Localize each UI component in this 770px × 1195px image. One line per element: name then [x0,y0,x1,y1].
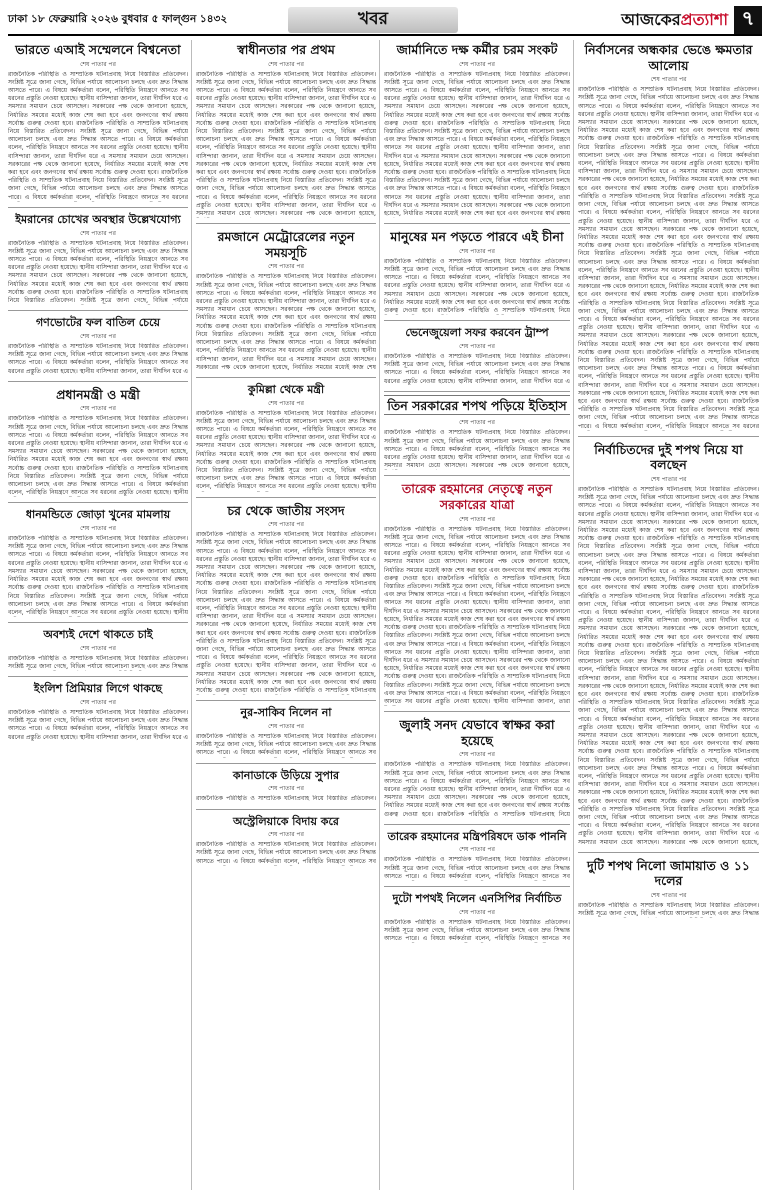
article [384,479,570,706]
divider [196,497,376,498]
article [196,381,376,492]
continued-label: শেষ পাতার পর [268,785,304,793]
article [384,227,570,315]
headline: ইমরানের চোখের অবস্থার উল্লেখযোগ্য [15,212,181,226]
continued-label: শেষ পাতার পর [268,521,304,529]
divider [8,676,188,677]
article-body: রাজনৈতিক পরিস্থিতি ও সাম্প্রতিক ঘটনাপ্রবাহ নিয়ে বিস্তারিত প্রতিবেদন। সংশ্লিষ্ট সূত্রে জানা গেছে, বিভিন্ন পর্যায়ে আলোচনা চলছে এবং দ্রুত সিদ্ধান্ত আসতে পারে। এ বিষয়ে কর্মকর্তারা বলেন, পরিস্থিতি নিয়ন্ত্রণে আনতে সব ধরনের প্রস্তুতি নেওয়া হয়েছে। স্থানীয় বাসিন্দারা জানান, তারা দীর্ঘদিন ধরে এ সমস্যার সমাধান চেয়ে আসছেন। সরকারের পক্ষ থেকে জানানো হয়েছে, নির্ধারিত সময়ের মধ্যেই কাজ শেষ করা হবে এবং জনগণের স্বার্থ রক্ষায় সর্বোচ্চ গুরুত্ব দেওয়া হবে। রাজনৈতিক পরিস্থিতি ও সাম্প্রতিক ঘটনাপ্রবাহ নিয়ে বিস্তারিত প্রতিবেদন। সংশ্লিষ্ট সূত্রে জানা গেছে, বিভিন্ন পর্যায়ে আলোচনা চলছে এবং দ্রুত সিদ্ধান্ত আসতে পারে। এ বিষয়ে কর্মকর্তারা বলেন, পরিস্থিতি নিয়ন্ত্রণে আনতে সব ধরনের প্রস্তুতি নেওয়া হয়েছে। স্থানীয় বাসিন্দারা জানান, তারা দীর্ঘদিন ধরে এ সমস্যার সমাধান চেয়ে আসছেন। সরকারের পক্ষ থেকে জানানো হয়েছে, নির্ধারিত সময়ের মধ্যেই কাজ শেষ করা হবে এবং জনগণের স্বার্থ রক্ষায় সর্বোচ্চ গুরুত্ব দেওয়া হবে। রাজনৈতিক পরিস্থিতি ও সাম্প্রতিক ঘটনাপ্রবাহ নিয়ে বিস্তারিত প্রতিবেদন। সংশ্লিষ্ট সূত্রে জানা গেছে, বিভিন্ন পর্যায়ে আলোচনা চলছে এবং দ্রুত সিদ্ধান্ত আসতে পারে। এ বিষয়ে কর্মকর্তারা বলেন, পরিস্থিতি নিয়ন্ত্রণে আনতে সব ধরনের [8,70,188,201]
article [8,40,188,202]
article [384,40,570,218]
brand-name-part2: প্রত্যাশা [680,9,728,29]
continued-label: শেষ পাতার পর [459,751,495,759]
continued-label: শেষ পাতার পর [459,846,495,854]
continued-label: শেষ পাতার পর [80,644,116,652]
continued-label: শেষ পাতার পর [459,515,495,523]
brand [621,6,762,34]
article-body: রাজনৈতিক পরিস্থিতি ও সাম্প্রতিক ঘটনাপ্রবাহ নিয়ে বিস্তারিত প্রতিবেদন। সংশ্লিষ্ট সূত্রে জানা গেছে, বিভিন্ন পর্যায়ে আলোচনা চলছে এবং দ্রুত সিদ্ধান্ত আসতে পারে। এ বিষয়ে কর্মকর্তারা বলেন, পরিস্থিতি নিয়ন্ত্রণে আনতে সব ধরনের প্রস্তুতি নেওয়া হয়েছে। স্থানীয় বাসিন্দারা জানান, তারা দীর্ঘদিন ধরে এ সমস্যার সমাধান চেয়ে আসছেন। সরকারের পক্ষ থেকে জানানো হয়েছে, নির্ধারিত সময়ের মধ্যেই কাজ শেষ করা হবে এবং জনগণের স্বার্থ রক্ষায় সর্বোচ্চ গুরুত্ব দেওয়া হবে। রাজনৈতিক পরিস্থিতি ও সাম্প্রতিক ঘটনাপ্রবাহ নিয়ে বিস্তারিত প্রতিবেদন। সংশ্লিষ্ট সূত্রে জানা গেছে, বিভিন্ন পর্যায়ে আলোচনা চলছে এবং দ্রুত সিদ্ধান্ত আসতে পারে। এ বিষয়ে কর্মকর্তারা বলেন, পরিস্থিতি নিয়ন্ত্রণে আনতে সব ধরনের প্রস্তুতি নেওয়া হয়েছে। স্থানীয় বাসিন্দারা জানান, তারা দীর্ঘদিন ধরে এ সমস্যার সমাধান চেয়ে আসছেন। সরকারের পক্ষ থেকে জানানো হয়েছে, নির্ধারিত সময়ের মধ্যেই কাজ শেষ করা হবে এবং জনগণের স্বার্থ রক্ষায় সর্বোচ্চ গুরুত্ব দেওয়া হবে। রাজনৈতিক পরিস্থিতি ও সাম্প্রতিক ঘটনাপ্রবাহ নিয়ে বিস্তারিত প্রতিবেদন। সংশ্লিষ্ট সূত্রে জানা গেছে, বিভিন্ন পর্যায়ে আলোচনা চলছে এবং দ্রুত সিদ্ধান্ত আসতে পারে। এ বিষয়ে কর্মকর্তারা বলেন, পরিস্থিতি নিয়ন্ত্রণে আনতে সব ধরনের প্রস্তুতি নেওয়া হয়েছে। স্থানীয় বাসিন্দারা জানান, তারা দীর্ঘদিন ধরে এ সমস্যার সমাধান চেয়ে আসছেন। সরকারের পক্ষ থেকে জানানো হয়েছে, নির্ধারিত সময়ের মধ্যেই কাজ শেষ করা হবে এবং জনগণের স্বার্থ রক্ষায় সর্বোচ্চ গুরুত্ব দেওয়া হবে। রাজনৈতিক পরিস্থিতি ও সাম্প্রতিক ঘটনাপ্রবাহ নিয়ে বিস্তারিত প্রতিবেদন। সংশ্লিষ্ট সূত্রে জানা গেছে, বিভিন্ন পর্যায়ে আলোচনা চলছে এবং দ্রুত সিদ্ধান্ত আসতে পারে। এ বিষয়ে কর্মকর্তারা বলেন, পরিস্থিতি নিয়ন্ত্রণে আনতে সব ধরনের প্রস্তুতি নেওয়া হয়েছে। স্থানীয় বাসিন্দারা জানান, তারা দীর্ঘদিন ধরে এ সমস্যার সমাধান চেয়ে আসছেন। সরকারের পক্ষ থেকে জানানো হয়েছে, নির্ধারিত সময়ের মধ্যেই কাজ শেষ করা হবে এবং জনগণের স্বার্থ রক্ষায় সর্বোচ্চ গুরুত্ব দেওয়া হবে। রাজনৈতিক পরিস্থিতি ও সাম্প্রতিক ঘটনাপ্রবাহ নিয়ে বিস্তারিত প্রতিবেদন। সংশ্লিষ্ট সূত্রে জানা গেছে, বিভিন্ন পর্যায়ে আলোচনা চলছে এবং দ্রুত সিদ্ধান্ত আসতে পারে। এ বিষয়ে কর্মকর্তারা বলেন, পরিস্থিতি নিয়ন্ত্রণে আনতে সব ধরনের প্রস্তুতি নেওয়া হয়েছে। স্থানীয় বাসিন্দারা জানান, তারা দীর্ঘদিন ধরে এ সমস্যার সমাধান চেয়ে আসছেন। সরকারের পক্ষ থেকে জানানো হয়েছে, নির্ধারিত সময়ের মধ্যেই কাজ শেষ করা হবে এবং জনগণের স্বার্থ রক্ষায় সর্বোচ্চ গুরুত্ব দেওয়া হবে। রাজনৈতিক পরিস্থিতি ও সাম্প্রতিক ঘটনাপ্রবাহ নিয়ে বিস্তারিত প্রতিবেদন। সংশ্লিষ্ট সূত্রে জানা গেছে, বিভিন্ন পর্যায়ে আলোচনা চলছে এবং দ্রুত সিদ্ধান্ত আসতে পারে। এ বিষয়ে কর্মকর্তারা বলেন, পরিস্থিতি নিয়ন্ত্রণে আনতে সব ধরনের প্রস্তুতি নেওয়া হয়েছে। স্থানীয় বাসিন্দারা জানান, তারা দীর্ঘদিন ধরে এ সমস্যার সমাধান চেয়ে আসছেন। সরকারের পক্ষ থেকে জানানো হয়েছে, নির্ধারিত সময়ের মধ্যেই কাজ শেষ করা হবে এবং জনগণের স্বার্থ রক্ষায় সর্বোচ্চ গুরুত্ব দেওয়া হবে। রাজনৈতিক পরিস্থিতি ও সাম্প্রতিক ঘটনাপ্রবাহ নিয়ে বিস্তারিত প্রতিবেদন। সংশ্লিষ্ট সূত্রে জানা গেছে, বিভিন্ন পর্যায়ে আলোচনা চলছে এবং দ্রুত সিদ্ধান্ত আসতে পারে। এ বিষয়ে কর্মকর্তারা বলেন, পরিস্থিতি নিয়ন্ত্রণে আনতে সব ধরনের [578,86,759,430]
continued-label: শেষ পাতার পর [459,60,495,68]
article-body: রাজনৈতিক পরিস্থিতি ও সাম্প্রতিক ঘটনাপ্রবাহ নিয়ে বিস্তারিত প্রতিবেদন। সংশ্লিষ্ট সূত্রে জানা গেছে, বিভিন্ন পর্যায়ে আলোচনা চলছে এবং দ্রুত সিদ্ধান্ত আসতে পারে। এ বিষয়ে কর্মকর্তারা বলেন, পরিস্থিতি নিয়ন্ত্রণে আনতে সব ধরনের প্রস্তুতি নেওয়া হয়েছে। স্থানীয় বাসিন্দারা জানান, তারা দীর্ঘদিন ধরে এ সমস্যার সমাধান চেয়ে আসছেন। সরকারের পক্ষ থেকে জানানো হয়েছে, নির্ধারিত সময়ের মধ্যেই কাজ শেষ করা হবে এবং জনগণের স্বার্থ রক্ষায় সর্বোচ্চ গুরুত্ব দেওয়া হবে। রাজনৈতিক পরিস্থিতি ও সাম্প্রতিক ঘটনাপ্রবাহ নিয়ে বিস্তারিত প্রতিবেদন। সংশ্লিষ্ট সূত্রে জানা গেছে, বিভিন্ন পর্যায়ে আলোচনা চলছে এবং দ্রুত সিদ্ধান্ত আসতে পারে। এ বিষয়ে কর্মকর্তারা বলেন, পরিস্থিতি নিয়ন্ত্রণে আনতে সব ধরনের প্রস্তুতি নেওয়া হয়েছে। স্থানীয় [8,415,188,497]
headline: নুর-সাকিব নিলেন না [240,706,332,720]
headline: অস্ট্রেলিয়াকে বিদায় করে [233,814,339,828]
continued-label: শেষ পাতার পর [459,247,495,255]
headline: চর থেকে জাতীয় সংসদ [227,502,345,518]
headline: মানুষের মন পড়তে পারবে এই চীনা [390,229,564,245]
continued-label: শেষ পাতার পর [650,76,687,84]
columns [8,40,762,1190]
headline: রমজানে মেট্রোরেলের নতুন সময়সূচি [217,229,355,260]
headline: নির্বাচিতদের দুই শপথ নিয়ে যা বলছেন [594,441,743,473]
article-body: রাজনৈতিক পরিস্থিতি ও সাম্প্রতিক ঘটনাপ্রবাহ নিয়ে বিস্তারিত প্রতিবেদন। সংশ্লিষ্ট সূত্রে জানা গেছে, বিভিন্ন পর্যায়ে আলোচনা চলছে এবং দ্রুত সিদ্ধান্ত আসতে পারে। এ বিষয়ে কর্মকর্তারা বলেন, পরিস্থিতি নিয়ন্ত্রণে আনতে সব ধরনের প্রস্তুতি নেওয়া হয়েছে। স্থানীয় বাসিন্দারা জানান, তারা দীর্ঘদিন ধরে এ সমস্যার সমাধান চেয়ে আসছেন। সরকারের পক্ষ থেকে জানানো হয়েছে, নির্ধারিত সময়ের মধ্যেই কাজ শেষ করা হবে এবং জনগণের স্বার্থ রক্ষায় সর্বোচ্চ গুরুত্ব দেওয়া হবে। রাজনৈতিক পরিস্থিতি ও সাম্প্রতিক ঘটনাপ্রবাহ নিয়ে বিস্তারিত প্রতিবেদন। সংশ্লিষ্ট সূত্রে জানা গেছে, বিভিন্ন পর্যায়ে আলোচনা চলছে এবং দ্রুত সিদ্ধান্ত আসতে পারে। এ বিষয়ে কর্মকর্তারা বলেন, পরিস্থিতি নিয়ন্ত্রণে আনতে সব ধরনের প্রস্তুতি নেওয়া হয়েছে। স্থানীয় বাসিন্দারা জানান, তারা দীর্ঘদিন ধরে এ সমস্যার সমাধান চেয়ে আসছেন। সরকারের পক্ষ থেকে জানানো হয়েছে, নির্ধারিত সময়ের মধ্যেই কাজ শেষ [196,273,376,371]
brand-name-part1: আজকের [621,9,681,29]
divider [196,223,376,224]
divider [8,622,188,623]
article [196,227,376,372]
article-body: রাজনৈতিক পরিস্থিতি ও সাম্প্রতিক ঘটনাপ্রবাহ নিয়ে বিস্তারিত প্রতিবেদন। সংশ্লিষ্ট সূত্রে জানা গেছে, বিভিন্ন পর্যায়ে আলোচনা চলছে এবং দ্রুত সিদ্ধান্ত আসতে পারে। এ বিষয়ে কর্মকর্তারা বলেন, পরিস্থিতি নিয়ন্ত্রণে আনতে সব ধরনের প্রস্তুতি নেওয়া হয়েছে। স্থানীয় বাসিন্দারা জানান, তারা দীর্ঘদিন ধরে এ [384,352,570,385]
article-body: রাজনৈতিক পরিস্থিতি ও সাম্প্রতিক ঘটনাপ্রবাহ নিয়ে বিস্তারিত প্রতিবেদন। সংশ্লিষ্ট সূত্রে জানা গেছে, বিভিন্ন পর্যায়ে আলোচনা চলছে এবং দ্রুত সিদ্ধান্ত আসতে পারে। এ বিষয়ে কর্মকর্তারা বলেন, পরিস্থিতি নিয়ন্ত্রণে আনতে সব ধরনের প্রস্তুতি নেওয়া হয়েছে। স্থানীয় বাসিন্দারা জানান, তারা দীর্ঘদিন ধরে এ সমস্যার সমাধান চেয়ে আসছেন। সরকারের পক্ষ থেকে জানানো হয়েছে, নির্ধারিত সময়ের মধ্যেই কাজ শেষ করা হবে এবং জনগণের স্বার্থ রক্ষায় সর্বোচ্চ গুরুত্ব দেওয়া হবে। রাজনৈতিক পরিস্থিতি ও সাম্প্রতিক ঘটনাপ্রবাহ নিয়ে বিস্তারিত প্রতিবেদন। সংশ্লিষ্ট সূত্রে জানা গেছে, বিভিন্ন পর্যায়ে আলোচনা চলছে এবং দ্রুত সিদ্ধান্ত আসতে পারে। এ বিষয়ে কর্মকর্তারা বলেন, পরিস্থিতি নিয়ন্ত্রণে আনতে সব ধরনের প্রস্তুতি নেওয়া হয়েছে। স্থানীয় বাসিন্দারা জানান, তারা দীর্ঘদিন ধরে এ সমস্যার সমাধান চেয়ে আসছেন। সরকারের পক্ষ থেকে জানানো হয়েছে, নির্ধারিত সময়ের মধ্যেই কাজ শেষ করা হবে এবং জনগণের স্বার্থ রক্ষায় সর্বোচ্চ গুরুত্ব দেওয়া হবে। রাজনৈতিক পরিস্থিতি ও সাম্প্রতিক ঘটনাপ্রবাহ নিয়ে বিস্তারিত প্রতিবেদন। সংশ্লিষ্ট সূত্রে জানা গেছে, বিভিন্ন পর্যায়ে আলোচনা চলছে এবং দ্রুত সিদ্ধান্ত আসতে পারে। এ বিষয়ে কর্মকর্তারা বলেন, পরিস্থিতি নিয়ন্ত্রণে আনতে সব ধরনের প্রস্তুতি নেওয়া হয়েছে। স্থানীয় বাসিন্দারা জানান, তারা দীর্ঘদিন ধরে এ সমস্যার সমাধান চেয়ে আসছেন। সরকারের পক্ষ থেকে জানানো হয়েছে, নির্ধারিত সময়ের মধ্যেই কাজ শেষ করা হবে এবং জনগণের স্বার্থ রক্ষায় সর্বোচ্চ গুরুত্ব দেওয়া হবে। রাজনৈতিক পরিস্থিতি ও সাম্প্রতিক ঘটনাপ্রবাহ নিয়ে বিস্তারিত প্রতিবেদন। সংশ্লিষ্ট সূত্রে জানা গেছে, বিভিন্ন পর্যায়ে আলোচনা চলছে এবং দ্রুত সিদ্ধান্ত আসতে পারে। এ বিষয়ে কর্মকর্তারা বলেন, পরিস্থিতি নিয়ন্ত্রণে আনতে সব ধরনের প্রস্তুতি নেওয়া হয়েছে। স্থানীয় বাসিন্দারা জানান, তারা দীর্ঘদিন ধরে এ সমস্যার সমাধান চেয়ে আসছেন। সরকারের পক্ষ থেকে জানানো হয়েছে, নির্ধারিত সময়ের মধ্যেই কাজ শেষ করা হবে এবং জনগণের স্বার্থ রক্ষায় সর্বোচ্চ গুরুত্ব দেওয়া হবে। রাজনৈতিক পরিস্থিতি ও সাম্প্রতিক ঘটনাপ্রবাহ নিয়ে বিস্তারিত প্রতিবেদন। সংশ্লিষ্ট সূত্রে জানা গেছে, বিভিন্ন পর্যায়ে আলোচনা চলছে এবং দ্রুত সিদ্ধান্ত আসতে পারে। এ বিষয়ে কর্মকর্তারা বলেন, পরিস্থিতি নিয়ন্ত্রণে আনতে সব ধরনের প্রস্তুতি নেওয়া হয়েছে। স্থানীয় বাসিন্দারা জানান, তারা দীর্ঘদিন ধরে এ সমস্যার সমাধান চেয়ে আসছেন। সরকারের পক্ষ থেকে জানানো হয়েছে, নির্ধারিত সময়ের মধ্যেই কাজ শেষ করা হবে এবং জনগণের স্বার্থ রক্ষায় সর্বোচ্চ গুরুত্ব দেওয়া হবে। রাজনৈতিক পরিস্থিতি ও সাম্প্রতিক ঘটনাপ্রবাহ নিয়ে বিস্তারিত প্রতিবেদন। সংশ্লিষ্ট সূত্রে জানা গেছে, বিভিন্ন পর্যায়ে আলোচনা চলছে এবং দ্রুত সিদ্ধান্ত আসতে পারে। এ বিষয়ে কর্মকর্তারা বলেন, পরিস্থিতি নিয়ন্ত্রণে আনতে সব ধরনের প্রস্তুতি নেওয়া হয়েছে। স্থানীয় বাসিন্দারা জানান, তারা দীর্ঘদিন ধরে এ সমস্যার সমাধান চেয়ে আসছেন। সরকারের পক্ষ থেকে জানানো হয়েছে, নির্ধারিত সময়ের মধ্যেই কাজ শেষ করা হবে এবং জনগণের স্বার্থ রক্ষায় সর্বোচ্চ গুরুত্ব দেওয়া হবে। রাজনৈতিক পরিস্থিতি ও সাম্প্রতিক ঘটনাপ্রবাহ নিয়ে বিস্তারিত প্রতিবেদন। সংশ্লিষ্ট সূত্রে জানা গেছে, বিভিন্ন পর্যায়ে আলোচনা চলছে এবং দ্রুত সিদ্ধান্ত আসতে পারে। এ বিষয়ে কর্মকর্তারা বলেন, পরিস্থিতি নিয়ন্ত্রণে আনতে সব ধরনের প্রস্তুতি নেওয়া হয়েছে। স্থানীয় বাসিন্দারা জানান, তারা দীর্ঘদিন ধরে এ সমস্যার সমাধান চেয়ে আসছেন। সরকারের পক্ষ থেকে জানানো হয়েছে, [578,485,759,846]
article [196,704,376,757]
divider [384,223,570,224]
article-body: রাজনৈতিক পরিস্থিতি ও সাম্প্রতিক ঘটনাপ্রবাহ নিয়ে বিস্তারিত প্রতিবেদন। সংশ্লিষ্ট সূত্রে জানা গেছে, বিভিন্ন পর্যায়ে আলোচনা চলছে এবং দ্রুত সিদ্ধান্ত আসতে পারে। এ বিষয়ে কর্মকর্তারা বলেন, পরিস্থিতি নিয়ন্ত্রণে আনতে সব ধরনের প্রস্তুতি নেওয়া হয়েছে। স্থানীয় বাসিন্দারা জানান, তারা দীর্ঘদিন ধরে এ সমস্যার সমাধান চেয়ে আসছেন। সরকারের পক্ষ থেকে জানানো হয়েছে, নির্ধারিত সময়ের মধ্যেই কাজ শেষ করা হবে এবং জনগণের স্বার্থ রক্ষায় সর্বোচ্চ গুরুত্ব দেওয়া হবে। রাজনৈতিক পরিস্থিতি ও সাম্প্রতিক ঘটনাপ্রবাহ নিয়ে বিস্তারিত প্রতিবেদন। সংশ্লিষ্ট সূত্রে জানা গেছে, বিভিন্ন পর্যায়ে আলোচনা চলছে এবং দ্রুত সিদ্ধান্ত আসতে পারে। এ বিষয়ে কর্মকর্তারা বলেন, পরিস্থিতি নিয়ন্ত্রণে আনতে সব ধরনের প্রস্তুতি নেওয়া হয়েছে। স্থানীয় বাসিন্দারা জানান, তারা দীর্ঘদিন ধরে এ সমস্যার সমাধান চেয়ে আসছেন। সরকারের পক্ষ থেকে জানানো হয়েছে, নির্ধারিত সময়ের মধ্যেই কাজ শেষ করা হবে এবং জনগণের স্বার্থ রক্ষায় সর্বোচ্চ গুরুত্ব দেওয়া হবে। রাজনৈতিক পরিস্থিতি ও সাম্প্রতিক ঘটনাপ্রবাহ নিয়ে বিস্তারিত প্রতিবেদন। সংশ্লিষ্ট সূত্রে জানা গেছে, বিভিন্ন পর্যায়ে আলোচনা চলছে এবং দ্রুত সিদ্ধান্ত আসতে পারে। এ বিষয়ে কর্মকর্তারা বলেন, পরিস্থিতি নিয়ন্ত্রণে আনতে সব ধরনের প্রস্তুতি নেওয়া হয়েছে। স্থানীয় বাসিন্দারা জানান, তারা দীর্ঘদিন ধরে এ সমস্যার সমাধান চেয়ে আসছেন। সরকারের পক্ষ থেকে জানানো হয়েছে, নির্ধারিত সময়ের মধ্যেই কাজ শেষ করা হবে এবং জনগণের স্বার্থ রক্ষায় [384,70,570,218]
divider [8,381,188,382]
article [8,680,188,742]
headline: ধানমন্ডিতে জোড়া খুনের মামলায় [25,508,171,522]
continued-label: শেষ পাতার পর [80,229,116,237]
article [196,501,376,696]
article [578,440,759,847]
headline: তিন সরকারের শপথ পড়িয়ে ইতিহাস [384,395,570,416]
masthead [8,6,762,36]
continued-label: শেষ পাতার পর [268,263,304,271]
continued-label: শেষ পাতার পর [459,419,495,427]
continued-label: শেষ পাতার পর [650,891,687,899]
brand-logo [621,7,728,34]
article-body: রাজনৈতিক পরিস্থিতি ও সাম্প্রতিক ঘটনাপ্রবাহ নিয়ে বিস্তারিত প্রতিবেদন। সংশ্লিষ্ট সূত্রে জানা গেছে, বিভিন্ন পর্যায়ে আলোচনা চলছে এবং দ্রুত সিদ্ধান্ত [578,901,759,918]
divider [578,436,759,437]
article-body: রাজনৈতিক পরিস্থিতি ও সাম্প্রতিক ঘটনাপ্রবাহ নিয়ে বিস্তারিত প্রতিবেদন। সংশ্লিষ্ট সূত্রে জানা গেছে, বিভিন্ন পর্যায়ে আলোচনা চলছে এবং দ্রুত সিদ্ধান্ত আসতে পারে। এ বিষয়ে কর্মকর্তারা বলেন, পরিস্থিতি নিয়ন্ত্রণে আনতে সব ধরনের প্রস্তুতি নেওয়া হয়েছে। স্থানীয় বাসিন্দারা জানান, তারা দীর্ঘদিন ধরে এ সমস্যার সমাধান চেয়ে আসছেন। সরকারের পক্ষ থেকে জানানো হয়েছে, নির্ধারিত সময়ের মধ্যেই কাজ শেষ করা হবে এবং জনগণের স্বার্থ রক্ষায় সর্বোচ্চ গুরুত্ব দেওয়া হবে। রাজনৈতিক পরিস্থিতি ও সাম্প্রতিক ঘটনাপ্রবাহ নিয়ে বিস্তারিত প্রতিবেদন। সংশ্লিষ্ট সূত্রে জানা গেছে, বিভিন্ন পর্যায়ে [8,239,188,304]
headline: জার্মানিতে দক্ষ কর্মীর চরম সংকট [396,42,558,57]
article [384,890,570,943]
article-body: রাজনৈতিক পরিস্থিতি ও সাম্প্রতিক ঘটনাপ্রবাহ নিয়ে বিস্তারিত প্রতিবেদন। সংশ্লিষ্ট সূত্রে জানা গেছে, বিভিন্ন পর্যায়ে আলোচনা চলছে এবং দ্রুত সিদ্ধান্ত [8,654,188,671]
continued-label: শেষ পাতার পর [268,722,304,730]
article-body: রাজনৈতিক পরিস্থিতি ও সাম্প্রতিক ঘটনাপ্রবাহ নিয়ে বিস্তারিত প্রতিবেদন। সংশ্লিষ্ট সূত্রে জানা গেছে, বিভিন্ন পর্যায়ে আলোচনা চলছে এবং দ্রুত সিদ্ধান্ত আসতে পারে। এ বিষয়ে কর্মকর্তারা বলেন, পরিস্থিতি নিয়ন্ত্রণে আনতে সব [384,856,570,880]
headline: গণভোটের ফল বাতিল চেয়ে [35,316,161,330]
article [8,211,188,305]
article-body: রাজনৈতিক পরিস্থিতি ও সাম্প্রতিক ঘটনাপ্রবাহ নিয়ে বিস্তারিত প্রতিবেদন। সংশ্লিষ্ট সূত্রে জানা গেছে, বিভিন্ন পর্যায়ে আলোচনা চলছে এবং দ্রুত সিদ্ধান্ত আসতে পারে। এ বিষয়ে কর্মকর্তারা বলেন, পরিস্থিতি নিয়ন্ত্রণে আনতে সব ধরনের প্রস্তুতি নেওয়া হয়েছে। স্থানীয় বাসিন্দারা জানান, তারা দীর্ঘদিন ধরে এ সমস্যার সমাধান চেয়ে আসছেন। সরকারের পক্ষ থেকে জানানো হয়েছে, নির্ধারিত সময়ের মধ্যেই কাজ শেষ করা হবে এবং জনগণের স্বার্থ রক্ষায় সর্বোচ্চ গুরুত্ব দেওয়া হবে। রাজনৈতিক পরিস্থিতি ও সাম্প্রতিক ঘটনাপ্রবাহ নিয়ে বিস্তারিত প্রতিবেদন। সংশ্লিষ্ট সূত্রে জানা গেছে, বিভিন্ন পর্যায়ে আলোচনা চলছে এবং দ্রুত সিদ্ধান্ত আসতে পারে। এ বিষয়ে কর্মকর্তারা বলেন, পরিস্থিতি নিয়ন্ত্রণে আনতে সব ধরনের প্রস্তুতি নেওয়া হয়েছে। স্থানীয় [8,535,188,616]
headline: ভারতে এআই সম্মেলনে বিশ্বনেতা [15,42,181,57]
article-body: রাজনৈতিক পরিস্থিতি ও সাম্প্রতিক ঘটনাপ্রবাহ নিয়ে বিস্তারিত প্রতিবেদন। সংশ্লিষ্ট সূত্রে জানা গেছে, বিভিন্ন পর্যায়ে আলোচনা চলছে এবং দ্রুত সিদ্ধান্ত আসতে পারে। এ বিষয়ে কর্মকর্তারা বলেন, পরিস্থিতি নিয়ন্ত্রণে আনতে সব [196,732,376,757]
headline: ভেনেজুয়েলা সফর করবেন ট্রাম্প [405,326,549,340]
article [196,767,376,804]
headline: জুলাই সনদ যেভাবে স্বাক্ষর করা হয়েছে [399,717,555,748]
article [384,828,570,881]
article [384,715,570,819]
article [384,395,570,471]
divider [8,310,188,311]
column-1 [8,40,192,1190]
article [578,856,759,919]
headline: প্রধানমন্ত্রী ও মন্ত্রী [56,386,140,402]
article [578,40,759,431]
headline: তারেক রহমানের নেতৃত্বে নতুন সরকারের যাত্রা [401,481,553,513]
headline: নির্বাসনের অন্ধকার ভেঙে ক্ষমতার আলোয় [584,42,753,73]
divider [196,809,376,810]
article-body: রাজনৈতিক পরিস্থিতি ও সাম্প্রতিক ঘটনাপ্রবাহ নিয়ে বিস্তারিত প্রতিবেদন। সংশ্লিষ্ট সূত্রে জানা গেছে, বিভিন্ন পর্যায়ে আলোচনা চলছে এবং দ্রুত সিদ্ধান্ত আসতে পারে। এ বিষয়ে কর্মকর্তারা বলেন, পরিস্থিতি নিয়ন্ত্রণে আনতে সব ধরনের প্রস্তুতি নেওয়া হয়েছে। স্থানীয় বাসিন্দারা জানান, তারা দীর্ঘদিন ধরে এ সমস্যার সমাধান চেয়ে আসছেন। সরকারের পক্ষ থেকে জানানো হয়েছে, নির্ধারিত সময়ের মধ্যেই কাজ শেষ করা হবে এবং জনগণের স্বার্থ রক্ষায় সর্বোচ্চ গুরুত্ব দেওয়া হবে। রাজনৈতিক পরিস্থিতি ও সাম্প্রতিক ঘটনাপ্রবাহ নিয়ে বিস্তারিত প্রতিবেদন। সংশ্লিষ্ট সূত্রে জানা গেছে, বিভিন্ন পর্যায়ে আলোচনা চলছে এবং দ্রুত সিদ্ধান্ত আসতে পারে। এ বিষয়ে কর্মকর্তারা বলেন, পরিস্থিতি নিয়ন্ত্রণে আনতে সব ধরনের প্রস্তুতি নেওয়া হয়েছে। স্থানীয় বাসিন্দারা জানান, তারা দীর্ঘদিন ধরে এ সমস্যার সমাধান চেয়ে আসছেন। সরকারের পক্ষ থেকে জানানো হয়েছে, নির্ধারিত সময়ের মধ্যেই কাজ শেষ করা হবে এবং জনগণের স্বার্থ রক্ষায় সর্বোচ্চ গুরুত্ব দেওয়া হবে। রাজনৈতিক পরিস্থিতি ও সাম্প্রতিক ঘটনাপ্রবাহ নিয়ে বিস্তারিত প্রতিবেদন। সংশ্লিষ্ট সূত্রে জানা গেছে, বিভিন্ন পর্যায়ে আলোচনা চলছে এবং দ্রুত সিদ্ধান্ত আসতে পারে। এ বিষয়ে কর্মকর্তারা বলেন, পরিস্থিতি নিয়ন্ত্রণে আনতে সব ধরনের প্রস্তুতি নেওয়া হয়েছে। স্থানীয় বাসিন্দারা জানান, তারা দীর্ঘদিন ধরে এ সমস্যার সমাধান চেয়ে আসছেন। সরকারের পক্ষ থেকে জানানো হয়েছে, নির্ধারিত সময়ের মধ্যেই কাজ শেষ করা হবে এবং জনগণের স্বার্থ রক্ষায় সর্বোচ্চ গুরুত্ব দেওয়া হবে। রাজনৈতিক পরিস্থিতি ও সাম্প্রতিক ঘটনাপ্রবাহ [196,531,376,695]
continued-label: শেষ পাতার পর [459,342,495,350]
divider [384,320,570,321]
section-title: খবর [288,7,458,33]
headline: তারেক রহমানের মন্ত্রিপরিষদে ডাক পাননি [387,829,567,843]
divider [384,824,570,825]
continued-label: শেষ পাতার পর [80,405,116,413]
divider [384,475,570,476]
article-body: রাজনৈতিক পরিস্থিতি ও সাম্প্রতিক ঘটনাপ্রবাহ নিয়ে বিস্তারিত প্রতিবেদন। সংশ্লিষ্ট সূত্রে জানা গেছে, বিভিন্ন পর্যায়ে আলোচনা চলছে এবং দ্রুত সিদ্ধান্ত আসতে পারে। এ বিষয়ে কর্মকর্তারা বলেন, পরিস্থিতি নিয়ন্ত্রণে আনতে সব ধরনের প্রস্তুতি নেওয়া হয়েছে। স্থানীয় বাসিন্দারা জানান, তারা দীর্ঘদিন ধরে এ সমস্যার সমাধান চেয়ে আসছেন। সরকারের পক্ষ থেকে জানানো হয়েছে, নির্ধারিত সময়ের মধ্যেই কাজ শেষ করা হবে এবং জনগণের স্বার্থ রক্ষায় সর্বোচ্চ গুরুত্ব দেওয়া হবে। রাজনৈতিক পরিস্থিতি ও সাম্প্রতিক ঘটনাপ্রবাহ নিয়ে [384,257,570,315]
continued-label: শেষ পাতার পর [80,525,116,533]
article-body: রাজনৈতিক পরিস্থিতি ও সাম্প্রতিক ঘটনাপ্রবাহ নিয়ে বিস্তারিত প্রতিবেদন। সংশ্লিষ্ট সূত্রে জানা গেছে, বিভিন্ন পর্যায়ে আলোচনা চলছে এবং দ্রুত সিদ্ধান্ত আসতে পারে। এ বিষয়ে কর্মকর্তারা বলেন, পরিস্থিতি নিয়ন্ত্রণে আনতে সব ধরনের প্রস্তুতি নেওয়া হয়েছে। স্থানীয় বাসিন্দারা জানান, তারা দীর্ঘদিন ধরে এ সমস্যার সমাধান চেয়ে আসছেন। সরকারের পক্ষ থেকে জানানো হয়েছে, [384,429,570,470]
headline: কুমিল্লা থেকে মন্ত্রী [247,382,325,396]
divider [196,763,376,764]
continued-label: শেষ পাতার পর [80,332,116,340]
article-body: রাজনৈতিক পরিস্থিতি ও সাম্প্রতিক ঘটনাপ্রবাহ নিয়ে বিস্তারিত প্রতিবেদন। সংশ্লিষ্ট সূত্রে জানা গেছে, বিভিন্ন পর্যায়ে আলোচনা চলছে এবং দ্রুত সিদ্ধান্ত আসতে পারে। এ বিষয়ে কর্মকর্তারা বলেন, পরিস্থিতি নিয়ন্ত্রণে আনতে সব [384,918,570,943]
article [196,40,376,218]
article-body: রাজনৈতিক পরিস্থিতি ও সাম্প্রতিক ঘটনাপ্রবাহ নিয়ে বিস্তারিত প্রতিবেদন। সংশ্লিষ্ট সূত্রে জানা গেছে, বিভিন্ন পর্যায়ে আলোচনা চলছে এবং দ্রুত সিদ্ধান্ত আসতে পারে। এ বিষয়ে কর্মকর্তারা বলেন, পরিস্থিতি নিয়ন্ত্রণে আনতে সব ধরনের প্রস্তুতি নেওয়া হয়েছে। স্থানীয় বাসিন্দারা জানান, তারা দীর্ঘদিন ধরে এ [8,708,188,741]
headline: দুটি শপথ নিলো জামায়াত ও ১১ দলের [587,857,750,889]
article-body: রাজনৈতিক পরিস্থিতি ও সাম্প্রতিক ঘটনাপ্রবাহ নিয়ে বিস্তারিত প্রতিবেদন। সংশ্লিষ্ট সূত্রে জানা গেছে, বিভিন্ন পর্যায়ে আলোচনা চলছে এবং দ্রুত সিদ্ধান্ত আসতে পারে। এ বিষয়ে কর্মকর্তারা বলেন, পরিস্থিতি নিয়ন্ত্রণে আনতে সব [196,841,376,865]
continued-label: শেষ পাতার পর [268,60,304,68]
continued-label: শেষ পাতার পর [80,698,116,706]
article [196,813,376,866]
column-2 [196,40,380,1190]
divider [578,852,759,853]
article-body: রাজনৈতিক পরিস্থিতি ও সাম্প্রতিক ঘটনাপ্রবাহ নিয়ে বিস্তারিত প্রতিবেদন। [196,795,376,803]
headline: ইংলিশ প্রিমিয়ার লিগে থাকছে [33,682,163,696]
article [384,324,570,386]
date-line: ঢাকা ১৮ ফেব্রুয়ারি ২০২৬ বুধবার ৫ ফাল্গুন ১৪৩২ [8,12,228,25]
divider [8,502,188,503]
article-body: রাজনৈতিক পরিস্থিতি ও সাম্প্রতিক ঘটনাপ্রবাহ নিয়ে বিস্তারিত প্রতিবেদন। সংশ্লিষ্ট সূত্রে জানা গেছে, বিভিন্ন পর্যায়ে আলোচনা চলছে এবং দ্রুত সিদ্ধান্ত আসতে পারে। এ বিষয়ে কর্মকর্তারা বলেন, পরিস্থিতি নিয়ন্ত্রণে আনতে সব ধরনের প্রস্তুতি নেওয়া হয়েছে। স্থানীয় বাসিন্দারা জানান, তারা দীর্ঘদিন ধরে এ সমস্যার সমাধান চেয়ে আসছেন। সরকারের পক্ষ থেকে জানানো হয়েছে, নির্ধারিত সময়ের মধ্যেই কাজ শেষ করা হবে এবং জনগণের স্বার্থ রক্ষায় সর্বোচ্চ গুরুত্ব দেওয়া হবে। রাজনৈতিক পরিস্থিতি ও সাম্প্রতিক ঘটনাপ্রবাহ নিয়ে বিস্তারিত প্রতিবেদন। সংশ্লিষ্ট সূত্রে জানা গেছে, বিভিন্ন পর্যায়ে আলোচনা চলছে এবং দ্রুত সিদ্ধান্ত আসতে পারে। এ বিষয়ে কর্মকর্তারা বলেন, পরিস্থিতি নিয়ন্ত্রণে আনতে সব ধরনের প্রস্তুতি নেওয়া হয়েছে। স্থানীয় [196,409,376,491]
article-body: রাজনৈতিক পরিস্থিতি ও সাম্প্রতিক ঘটনাপ্রবাহ নিয়ে বিস্তারিত প্রতিবেদন। সংশ্লিষ্ট সূত্রে জানা গেছে, বিভিন্ন পর্যায়ে আলোচনা চলছে এবং দ্রুত সিদ্ধান্ত আসতে পারে। এ বিষয়ে কর্মকর্তারা বলেন, পরিস্থিতি নিয়ন্ত্রণে আনতে সব ধরনের প্রস্তুতি নেওয়া হয়েছে। স্থানীয় বাসিন্দারা জানান, তারা দীর্ঘদিন ধরে এ [8,342,188,375]
divider [196,700,376,701]
continued-label: শেষ পাতার পর [80,60,116,68]
headline: অবশ্যই দেশে থাকতে চাই [43,628,153,642]
page-number: ৭ [734,6,762,34]
column-4 [578,40,762,1190]
headline: কানাডাকে উড়িয়ে সুপার [232,768,340,782]
continued-label: শেষ পাতার পর [459,908,495,916]
headline: স্বাধীনতার পর প্রথম [237,42,335,57]
divider [384,886,570,887]
divider [196,377,376,378]
article [8,314,188,376]
continued-label: শেষ পাতার পর [268,399,304,407]
article [8,626,188,671]
continued-label: শেষ পাতার পর [650,475,687,483]
article [8,506,188,617]
article-body: রাজনৈতিক পরিস্থিতি ও সাম্প্রতিক ঘটনাপ্রবাহ নিয়ে বিস্তারিত প্রতিবেদন। সংশ্লিষ্ট সূত্রে জানা গেছে, বিভিন্ন পর্যায়ে আলোচনা চলছে এবং দ্রুত সিদ্ধান্ত আসতে পারে। এ বিষয়ে কর্মকর্তারা বলেন, পরিস্থিতি নিয়ন্ত্রণে আনতে সব ধরনের প্রস্তুতি নেওয়া হয়েছে। স্থানীয় বাসিন্দারা জানান, তারা দীর্ঘদিন ধরে এ সমস্যার সমাধান চেয়ে আসছেন। সরকারের পক্ষ থেকে জানানো হয়েছে, নির্ধারিত সময়ের মধ্যেই কাজ শেষ করা হবে এবং জনগণের স্বার্থ রক্ষায় সর্বোচ্চ গুরুত্ব দেওয়া হবে। রাজনৈতিক পরিস্থিতি ও সাম্প্রতিক ঘটনাপ্রবাহ নিয়ে [384,761,570,818]
column-3 [384,40,574,1190]
article [8,385,188,498]
continued-label: শেষ পাতার পর [268,831,304,839]
divider [384,391,570,392]
divider [384,711,570,712]
headline: দুটো শপথই নিলেন এনসিপির নির্বাচিত [392,892,562,906]
article-body: রাজনৈতিক পরিস্থিতি ও সাম্প্রতিক ঘটনাপ্রবাহ নিয়ে বিস্তারিত প্রতিবেদন। সংশ্লিষ্ট সূত্রে জানা গেছে, বিভিন্ন পর্যায়ে আলোচনা চলছে এবং দ্রুত সিদ্ধান্ত আসতে পারে। এ বিষয়ে কর্মকর্তারা বলেন, পরিস্থিতি নিয়ন্ত্রণে আনতে সব ধরনের প্রস্তুতি নেওয়া হয়েছে। স্থানীয় বাসিন্দারা জানান, তারা দীর্ঘদিন ধরে এ সমস্যার সমাধান চেয়ে আসছেন। সরকারের পক্ষ থেকে জানানো হয়েছে, নির্ধারিত সময়ের মধ্যেই কাজ শেষ করা হবে এবং জনগণের স্বার্থ রক্ষায় সর্বোচ্চ গুরুত্ব দেওয়া হবে। রাজনৈতিক পরিস্থিতি ও সাম্প্রতিক ঘটনাপ্রবাহ নিয়ে বিস্তারিত প্রতিবেদন। সংশ্লিষ্ট সূত্রে জানা গেছে, বিভিন্ন পর্যায়ে আলোচনা চলছে এবং দ্রুত সিদ্ধান্ত আসতে পারে। এ বিষয়ে কর্মকর্তারা বলেন, পরিস্থিতি নিয়ন্ত্রণে আনতে সব ধরনের প্রস্তুতি নেওয়া হয়েছে। স্থানীয় বাসিন্দারা জানান, তারা দীর্ঘদিন ধরে এ সমস্যার সমাধান চেয়ে আসছেন। সরকারের পক্ষ থেকে জানানো হয়েছে, নির্ধারিত সময়ের মধ্যেই কাজ শেষ করা হবে এবং জনগণের স্বার্থ রক্ষায় সর্বোচ্চ গুরুত্ব দেওয়া হবে। রাজনৈতিক পরিস্থিতি ও সাম্প্রতিক ঘটনাপ্রবাহ নিয়ে বিস্তারিত প্রতিবেদন। সংশ্লিষ্ট সূত্রে জানা গেছে, বিভিন্ন পর্যায়ে আলোচনা চলছে এবং দ্রুত সিদ্ধান্ত আসতে পারে। এ বিষয়ে কর্মকর্তারা বলেন, পরিস্থিতি নিয়ন্ত্রণে আনতে সব ধরনের প্রস্তুতি নেওয়া হয়েছে। স্থানীয় বাসিন্দারা জানান, তারা দীর্ঘদিন ধরে এ সমস্যার সমাধান চেয়ে আসছেন। সরকারের পক্ষ থেকে জানানো হয়েছে, নির্ধারিত সময়ের মধ্যেই কাজ শেষ করা হবে এবং জনগণের স্বার্থ রক্ষায় সর্বোচ্চ গুরুত্ব দেওয়া হবে। রাজনৈতিক পরিস্থিতি ও সাম্প্রতিক ঘটনাপ্রবাহ নিয়ে বিস্তারিত প্রতিবেদন। সংশ্লিষ্ট সূত্রে জানা গেছে, বিভিন্ন পর্যায়ে আলোচনা চলছে এবং দ্রুত সিদ্ধান্ত আসতে পারে। এ বিষয়ে কর্মকর্তারা বলেন, পরিস্থিতি নিয়ন্ত্রণে আনতে সব ধরনের প্রস্তুতি নেওয়া হয়েছে। স্থানীয় বাসিন্দারা জানান, তারা [384,525,570,705]
article-body: রাজনৈতিক পরিস্থিতি ও সাম্প্রতিক ঘটনাপ্রবাহ নিয়ে বিস্তারিত প্রতিবেদন। সংশ্লিষ্ট সূত্রে জানা গেছে, বিভিন্ন পর্যায়ে আলোচনা চলছে এবং দ্রুত সিদ্ধান্ত আসতে পারে। এ বিষয়ে কর্মকর্তারা বলেন, পরিস্থিতি নিয়ন্ত্রণে আনতে সব ধরনের প্রস্তুতি নেওয়া হয়েছে। স্থানীয় বাসিন্দারা জানান, তারা দীর্ঘদিন ধরে এ সমস্যার সমাধান চেয়ে আসছেন। সরকারের পক্ষ থেকে জানানো হয়েছে, নির্ধারিত সময়ের মধ্যেই কাজ শেষ করা হবে এবং জনগণের স্বার্থ রক্ষায় সর্বোচ্চ গুরুত্ব দেওয়া হবে। রাজনৈতিক পরিস্থিতি ও সাম্প্রতিক ঘটনাপ্রবাহ নিয়ে বিস্তারিত প্রতিবেদন। সংশ্লিষ্ট সূত্রে জানা গেছে, বিভিন্ন পর্যায়ে আলোচনা চলছে এবং দ্রুত সিদ্ধান্ত আসতে পারে। এ বিষয়ে কর্মকর্তারা বলেন, পরিস্থিতি নিয়ন্ত্রণে আনতে সব ধরনের প্রস্তুতি নেওয়া হয়েছে। স্থানীয় বাসিন্দারা জানান, তারা দীর্ঘদিন ধরে এ সমস্যার সমাধান চেয়ে আসছেন। সরকারের পক্ষ থেকে জানানো হয়েছে, নির্ধারিত সময়ের মধ্যেই কাজ শেষ করা হবে এবং জনগণের স্বার্থ রক্ষায় সর্বোচ্চ গুরুত্ব দেওয়া হবে। রাজনৈতিক পরিস্থিতি ও সাম্প্রতিক ঘটনাপ্রবাহ নিয়ে বিস্তারিত প্রতিবেদন। সংশ্লিষ্ট সূত্রে জানা গেছে, বিভিন্ন পর্যায়ে আলোচনা চলছে এবং দ্রুত সিদ্ধান্ত আসতে পারে। এ বিষয়ে কর্মকর্তারা বলেন, পরিস্থিতি নিয়ন্ত্রণে আনতে সব ধরনের প্রস্তুতি নেওয়া হয়েছে। স্থানীয় বাসিন্দারা জানান, তারা দীর্ঘদিন ধরে এ সমস্যার সমাধান চেয়ে আসছেন। সরকারের পক্ষ থেকে জানানো হয়েছে, [196,70,376,218]
divider [8,207,188,208]
